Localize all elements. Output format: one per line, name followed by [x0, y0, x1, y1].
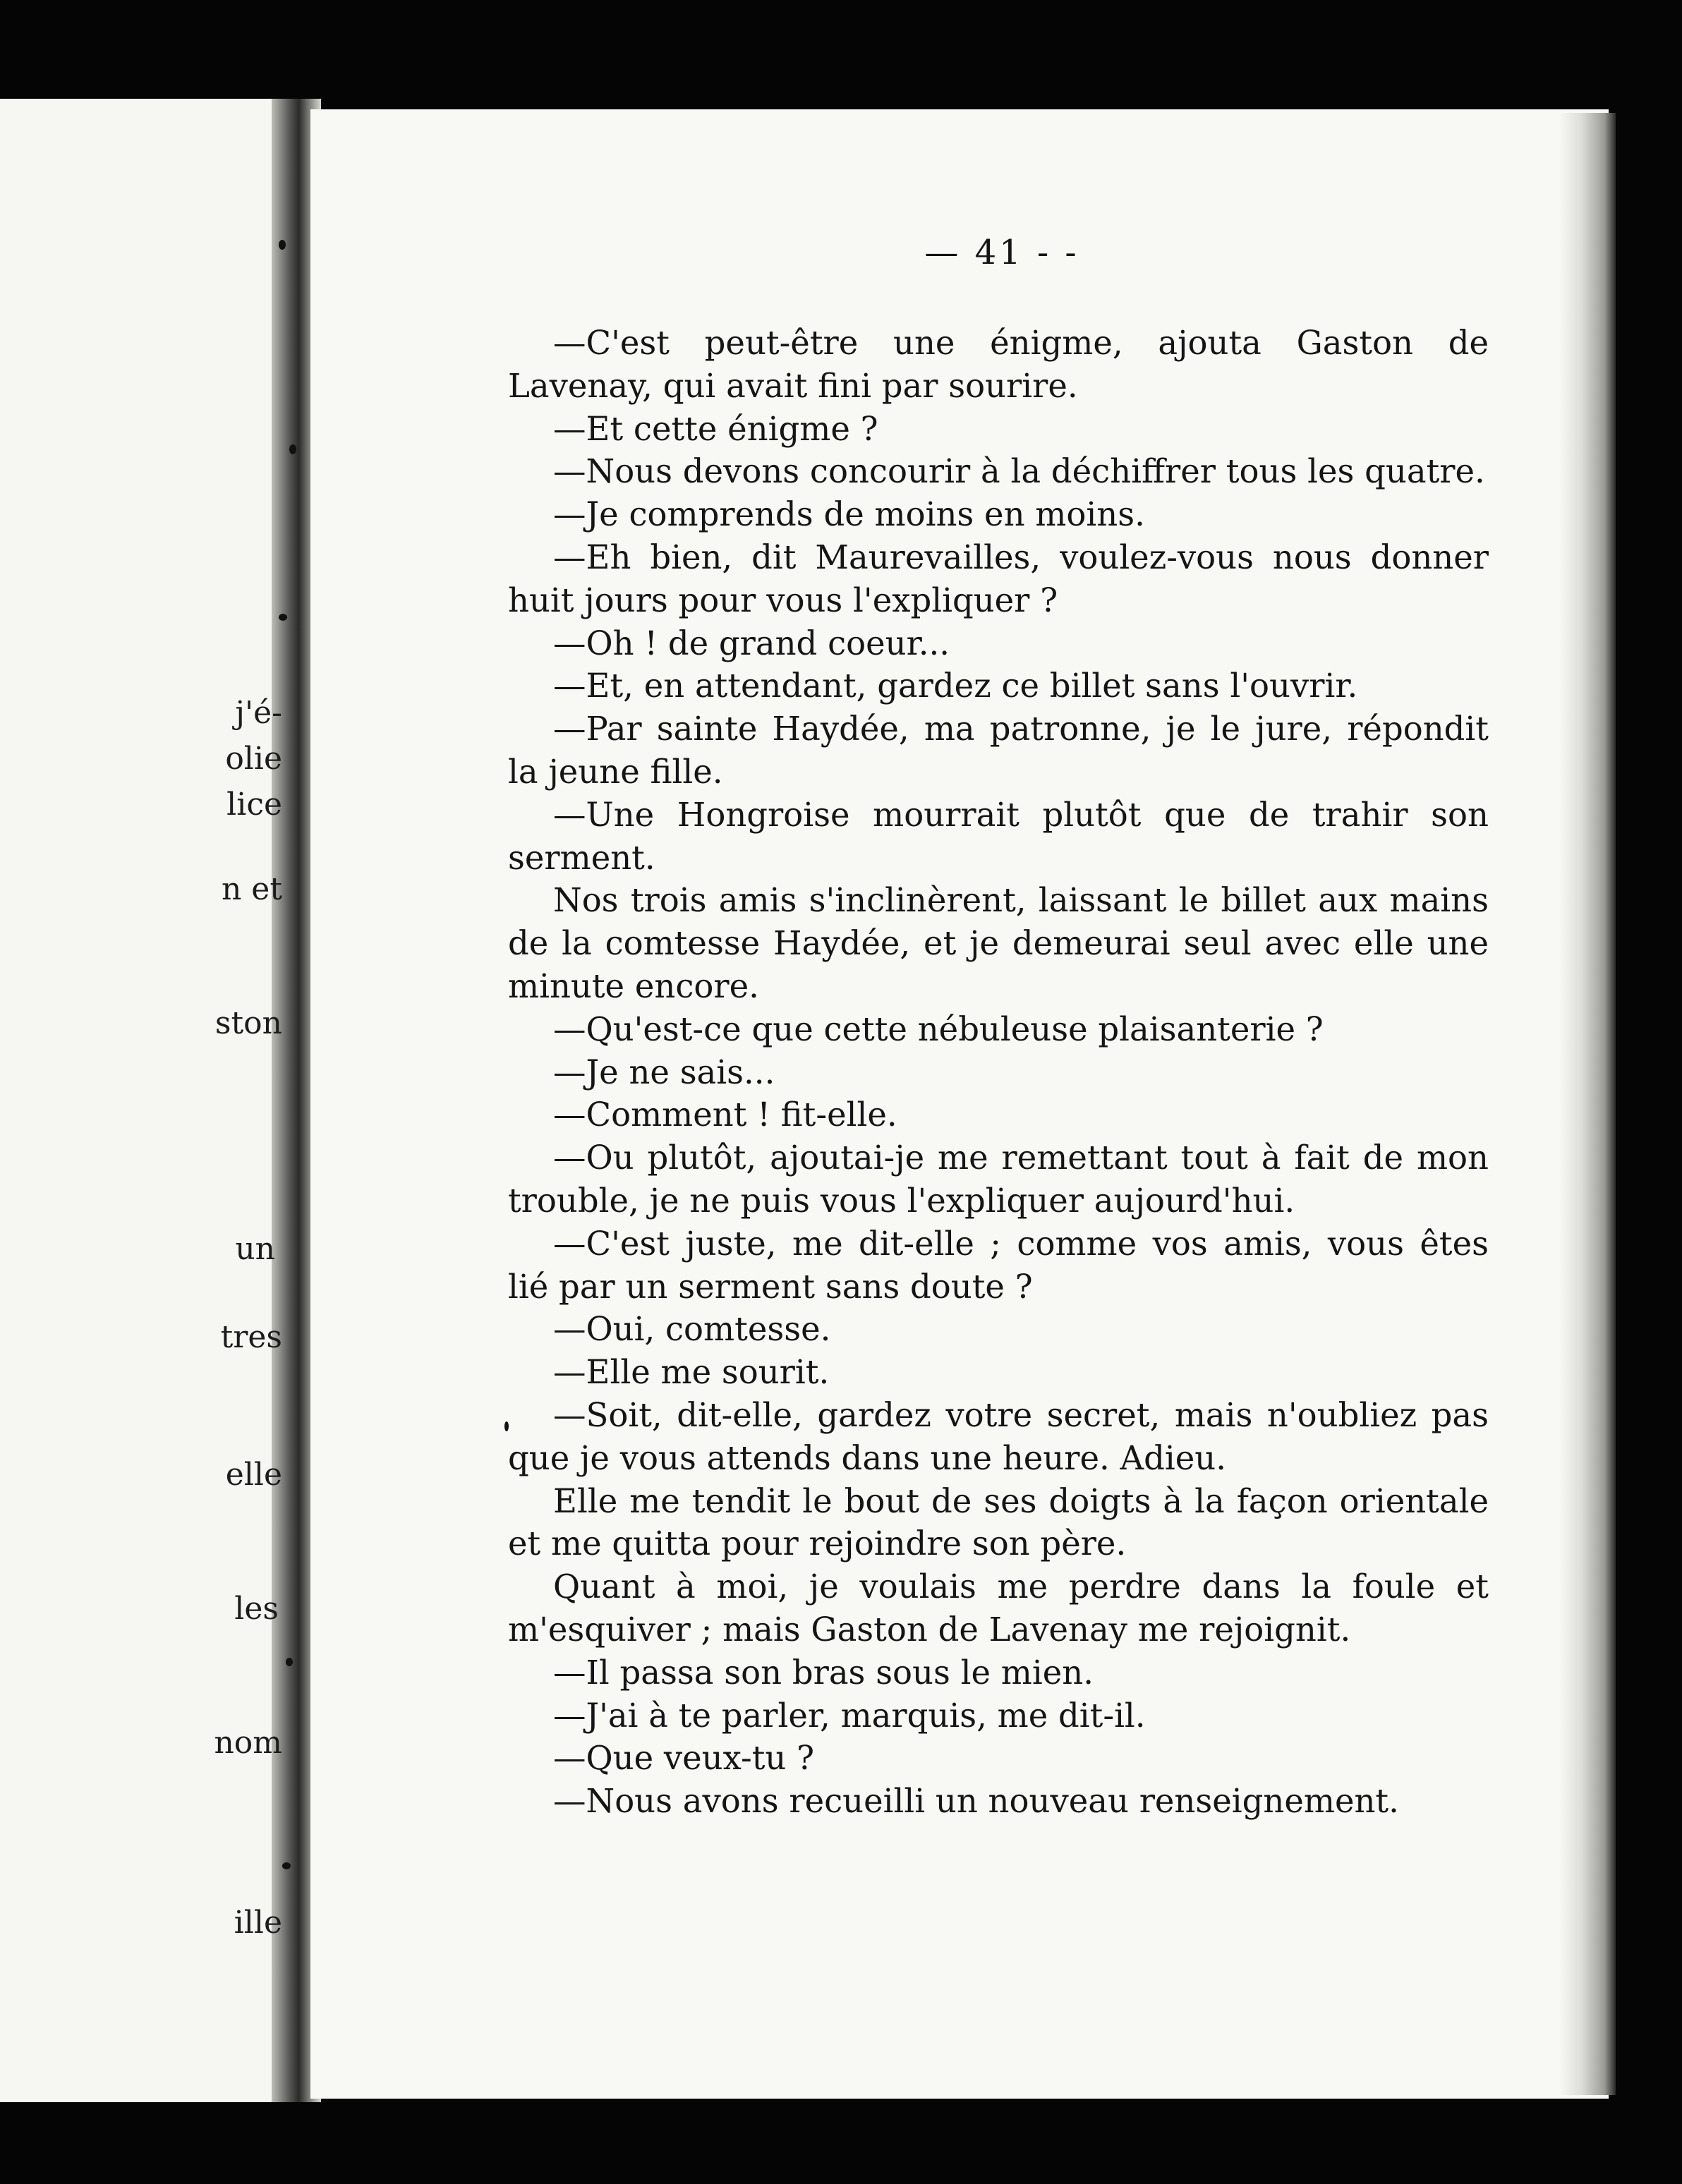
- paragraph: Nos trois amis s'inclinèrent, laissant le billet aux mains de la comtesse Haydée, et je demeurai seul avec elle une minute encore.: [508, 881, 1489, 1005]
- scan-speck: [286, 1658, 293, 1666]
- paragraph: —Nous avons recueilli un nouveau renseignement.: [553, 1782, 1399, 1821]
- paragraph: —Je ne sais...: [553, 1052, 775, 1091]
- paragraph: —J'ai à te parler, marquis, me dit-il.: [553, 1696, 1146, 1735]
- paragraph: —Et, en attendant, gardez ce billet sans l'ouvrir.: [553, 667, 1358, 705]
- left-page-fragments: [0, 0, 282, 2184]
- left-fragment: olie: [225, 741, 282, 777]
- left-fragment: n et: [221, 871, 282, 907]
- paragraph: —Eh bien, dit Maurevailles, voulez-vous nous donner huit jours pour vous l'expliquer ?: [508, 538, 1489, 619]
- left-fragment: ille: [234, 1905, 282, 1941]
- left-fragment: ston: [214, 1005, 282, 1041]
- scan-speck: [279, 240, 286, 250]
- paragraph: Elle me tendit le bout de ses doigts à la façon orientale et me quitta pour rejoindre son père.: [508, 1481, 1489, 1563]
- left-fragment: un: [235, 1231, 275, 1267]
- right-page-edge-shadow: [1559, 113, 1616, 2095]
- paragraph: —Oui, comtesse.: [553, 1310, 831, 1349]
- paragraph: —Par sainte Haydée, ma patronne, je le jure, répondit la jeune fille.: [508, 710, 1489, 791]
- left-fragment: tres: [220, 1319, 282, 1355]
- left-fragment: lice: [226, 787, 282, 823]
- left-fragment: nom: [214, 1725, 282, 1761]
- left-fragment: elle: [225, 1457, 282, 1493]
- scan-speck: [279, 614, 287, 621]
- paragraph: —Je comprends de moins en moins.: [553, 495, 1145, 534]
- paragraph: —Qu'est-ce que cette nébuleuse plaisanterie ?: [553, 1009, 1324, 1048]
- paragraph: —Une Hongroise mourrait plutôt que de trahir son serment.: [508, 795, 1489, 877]
- paragraph: —Elle me sourit.: [553, 1353, 830, 1392]
- paragraph: —C'est peut-être une énigme, ajouta Gaston de Lavenay, qui avait fini par sourire.: [508, 324, 1489, 405]
- paragraph: —Oh ! de grand coeur...: [553, 624, 950, 662]
- paragraph: —Que veux-tu ?: [553, 1739, 815, 1778]
- paragraph: —Soit, dit-elle, gardez votre secret, mais n'oubliez pas que je vous attends dans une heure. Adieu.: [508, 1395, 1489, 1477]
- scan-speck: [289, 444, 296, 454]
- left-fragment: les: [234, 1591, 279, 1627]
- body-text: [508, 322, 1489, 1823]
- scan-speck: [282, 1862, 291, 1869]
- left-fragment: j'é-: [235, 695, 282, 731]
- paragraph: —Comment ! fit-elle.: [553, 1096, 897, 1134]
- paragraph: —Il passa son bras sous le mien.: [553, 1653, 1094, 1692]
- paragraph: —Nous devons concourir à la déchiffrer tous les quatre.: [553, 452, 1485, 491]
- paragraph: —C'est juste, me dit-elle ; comme vos amis, vous êtes lié par un serment sans doute ?: [508, 1224, 1489, 1306]
- page-content: [508, 233, 1489, 1823]
- page-number: — 41 - -: [924, 233, 1079, 272]
- paragraph: Quant à moi, je voulais me perdre dans la foule et m'esquiver ; mais Gaston de Lavenay me rejoignit.: [508, 1567, 1489, 1649]
- paragraph: —Et cette énigme ?: [553, 409, 878, 448]
- paragraph: —Ou plutôt, ajoutai-je me remettant tout à fait de mon trouble, je ne puis vous l'expliquer aujourd'hui.: [508, 1139, 1489, 1220]
